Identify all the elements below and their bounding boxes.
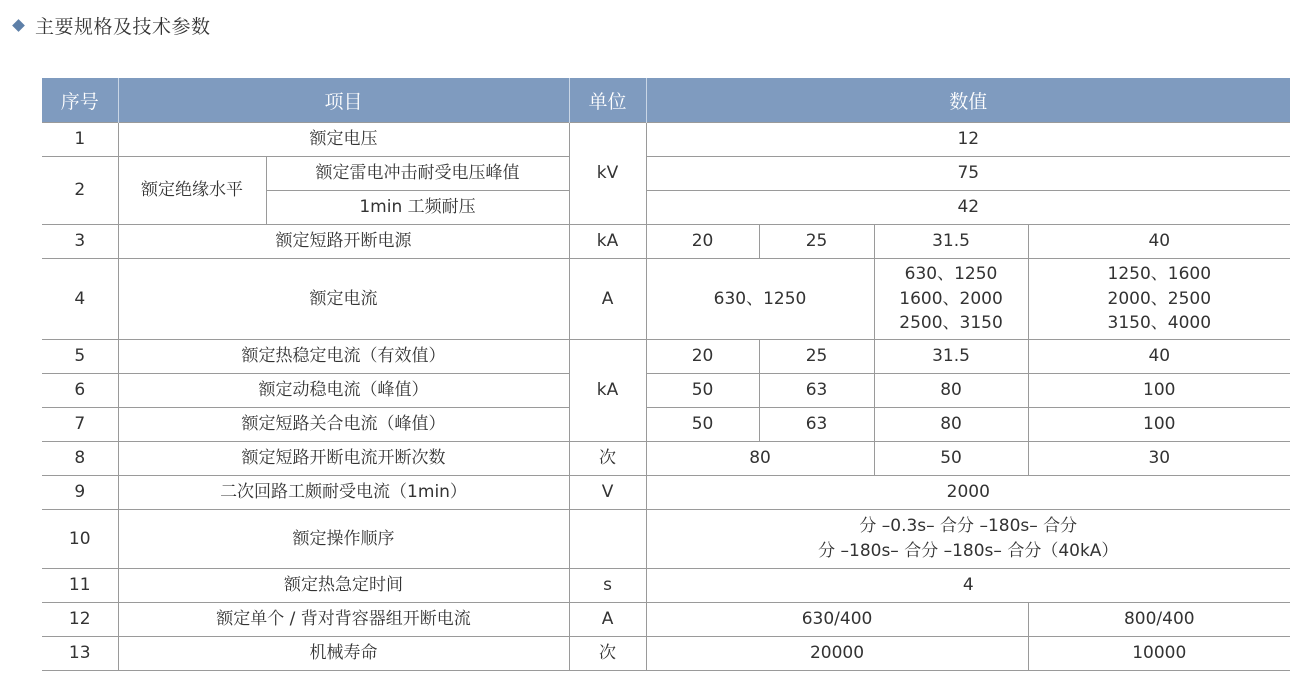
row-value: 80	[874, 408, 1028, 442]
row-no: 6	[42, 374, 118, 408]
row-subitem: 额定雷电冲击耐受电压峰值	[266, 157, 569, 191]
row-value: 75	[646, 157, 1290, 191]
row-subitem: 1min 工频耐压	[266, 191, 569, 225]
row-value: 50	[646, 408, 759, 442]
row-value: 40	[1028, 340, 1290, 374]
row-value: 10000	[1028, 637, 1290, 671]
row-value: 42	[646, 191, 1290, 225]
row-unit: s	[569, 569, 646, 603]
row-value: 20000	[646, 637, 1028, 671]
row-value: 30	[1028, 442, 1290, 476]
section-heading	[10, 10, 211, 40]
row-value: 25	[759, 225, 874, 259]
row-unit: V	[569, 476, 646, 510]
row-item: 额定操作顺序	[118, 510, 569, 569]
row-unit: kA	[569, 225, 646, 259]
row-value: 25	[759, 340, 874, 374]
row-no: 11	[42, 569, 118, 603]
row-unit: 次	[569, 637, 646, 671]
row-no: 3	[42, 225, 118, 259]
table-header-row	[42, 78, 1290, 123]
row-value: 630、1250 1600、2000 2500、3150	[874, 259, 1028, 340]
row-value: 800/400	[1028, 603, 1290, 637]
table-row	[42, 340, 1290, 374]
row-no: 7	[42, 408, 118, 442]
table-row	[42, 603, 1290, 637]
table-row	[42, 442, 1290, 476]
row-value: 80	[646, 442, 874, 476]
row-no: 13	[42, 637, 118, 671]
row-value: 31.5	[874, 340, 1028, 374]
row-value: 100	[1028, 374, 1290, 408]
row-value: 1250、1600 2000、2500 3150、4000	[1028, 259, 1290, 340]
row-item: 额定短路关合电流（峰值）	[118, 408, 569, 442]
row-item: 额定热稳定电流（有效值）	[118, 340, 569, 374]
table-row	[42, 637, 1290, 671]
row-value: 63	[759, 408, 874, 442]
header-value: 数值	[646, 78, 1290, 123]
table-row	[42, 408, 1290, 442]
row-value: 630、1250	[646, 259, 874, 340]
header-no: 序号	[42, 78, 118, 123]
row-no: 10	[42, 510, 118, 569]
row-item: 额定电压	[118, 123, 569, 157]
row-value: 40	[1028, 225, 1290, 259]
section-title: 主要规格及技术参数	[35, 15, 211, 38]
row-item: 额定动稳电流（峰值）	[118, 374, 569, 408]
table-row	[42, 225, 1290, 259]
row-item: 额定热急定时间	[118, 569, 569, 603]
row-unit: A	[569, 259, 646, 340]
row-value: 80	[874, 374, 1028, 408]
row-item: 二次回路工颇耐受电流（1min）	[118, 476, 569, 510]
row-value: 50	[874, 442, 1028, 476]
row-unit: A	[569, 603, 646, 637]
row-unit: 次	[569, 442, 646, 476]
row-value: 分 –0.3s– 合分 –180s– 合分 分 –180s– 合分 –180s– 合分（40kA）	[646, 510, 1290, 569]
row-unit	[569, 510, 646, 569]
row-value: 20	[646, 225, 759, 259]
row-value: 630/400	[646, 603, 1028, 637]
header-item: 项目	[118, 78, 569, 123]
row-value: 20	[646, 340, 759, 374]
row-value: 50	[646, 374, 759, 408]
table-row	[42, 476, 1290, 510]
table-row	[42, 569, 1290, 603]
row-item: 机械寿命	[118, 637, 569, 671]
diamond-bullet-icon	[12, 19, 25, 32]
row-item: 额定短路开断电源	[118, 225, 569, 259]
table-row	[42, 123, 1290, 157]
row-unit: kV	[569, 123, 646, 225]
row-item: 额定单个 / 背对背容器组开断电流	[118, 603, 569, 637]
spec-table	[42, 78, 1290, 671]
table-row	[42, 157, 1290, 191]
row-value: 12	[646, 123, 1290, 157]
row-value: 31.5	[874, 225, 1028, 259]
row-no: 8	[42, 442, 118, 476]
row-value: 100	[1028, 408, 1290, 442]
row-item: 额定电流	[118, 259, 569, 340]
row-no: 4	[42, 259, 118, 340]
row-no: 5	[42, 340, 118, 374]
table-row	[42, 259, 1290, 340]
table-row	[42, 510, 1290, 569]
row-unit: kA	[569, 340, 646, 442]
table-row	[42, 374, 1290, 408]
row-no: 2	[42, 157, 118, 225]
row-no: 9	[42, 476, 118, 510]
row-item: 额定短路开断电流开断次数	[118, 442, 569, 476]
row-no: 12	[42, 603, 118, 637]
header-unit: 单位	[569, 78, 646, 123]
row-value: 4	[646, 569, 1290, 603]
row-value: 63	[759, 374, 874, 408]
row-no: 1	[42, 123, 118, 157]
row-item-group: 额定绝缘水平	[118, 157, 266, 225]
row-value: 2000	[646, 476, 1290, 510]
